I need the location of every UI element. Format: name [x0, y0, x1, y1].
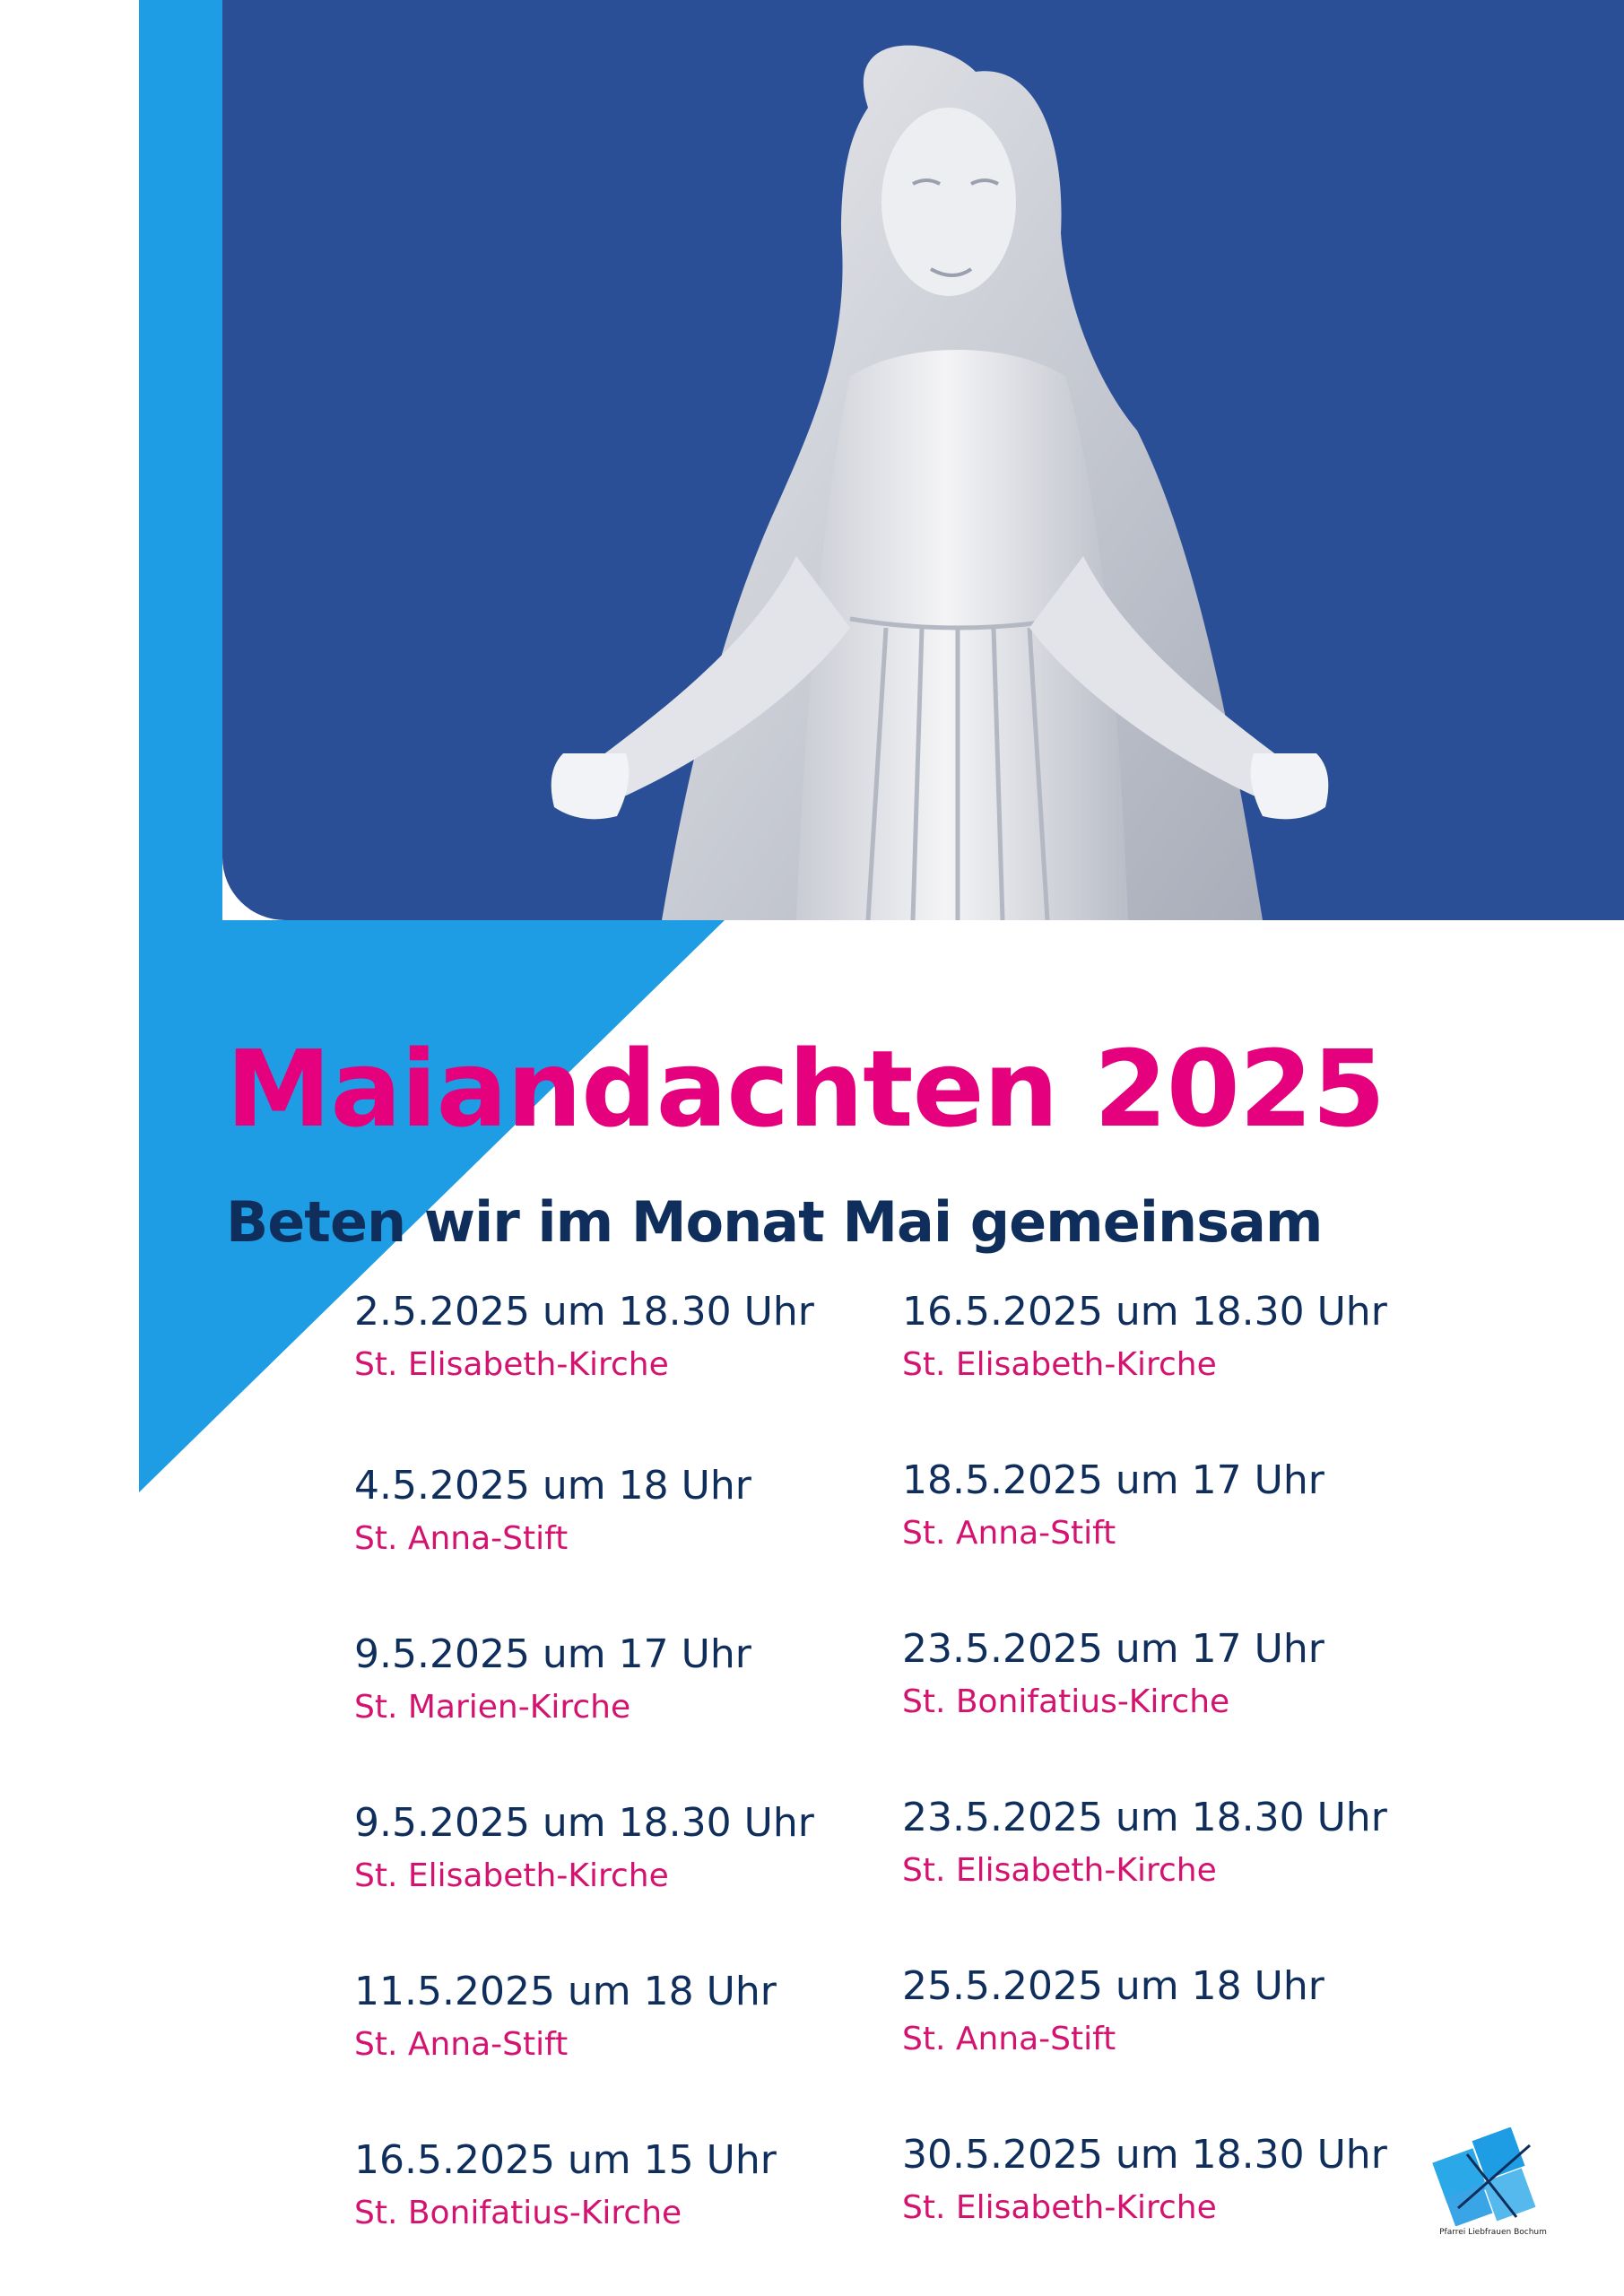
event-place: St. Anna-Stift [354, 2026, 569, 2063]
cross-squares-logo-icon [1431, 2127, 1548, 2226]
madonna-statue-illustration [222, 0, 1624, 920]
event-item [902, 1962, 1324, 2068]
event-datetime: 9.5.2025 um 17 Uhr [354, 1631, 751, 1677]
page-subtitle: Beten wir im Monat Mai gemeinsam [226, 1189, 1323, 1255]
event-datetime: 30.5.2025 um 18.30 Uhr [902, 2132, 1387, 2178]
event-datetime: 25.5.2025 um 18 Uhr [902, 1963, 1324, 2009]
event-place: St. Elisabeth-Kirche [902, 2189, 1217, 2226]
event-datetime: 18.5.2025 um 17 Uhr [902, 1457, 1324, 1503]
event-item [354, 1288, 814, 1394]
event-item [902, 1288, 1387, 1394]
event-datetime: 9.5.2025 um 18.30 Uhr [354, 1800, 814, 1846]
event-item [354, 1799, 814, 1905]
event-datetime: 16.5.2025 um 18.30 Uhr [902, 1289, 1387, 1335]
event-datetime: 2.5.2025 um 18.30 Uhr [354, 1289, 814, 1335]
event-place: St. Bonifatius-Kirche [354, 2195, 682, 2231]
event-place: St. Elisabeth-Kirche [902, 1852, 1217, 1889]
statue-photo [222, 0, 1624, 920]
event-place: St. Bonifatius-Kirche [902, 1683, 1230, 1720]
event-item [902, 1794, 1387, 1900]
event-place: St. Anna-Stift [902, 2021, 1116, 2057]
event-datetime: 23.5.2025 um 18.30 Uhr [902, 1795, 1387, 1840]
event-item [354, 1631, 751, 1736]
event-place: St. Elisabeth-Kirche [902, 1346, 1217, 1383]
event-item [354, 2136, 777, 2242]
event-item [902, 1457, 1324, 1562]
event-datetime: 16.5.2025 um 15 Uhr [354, 2137, 777, 2183]
event-place: St. Anna-Stift [902, 1515, 1116, 1552]
page-title: Maiandachten 2025 [226, 1027, 1385, 1151]
event-item [354, 1968, 777, 2074]
event-datetime: 11.5.2025 um 18 Uhr [354, 1969, 777, 2014]
event-place: St. Elisabeth-Kirche [354, 1857, 669, 1894]
event-item [902, 2131, 1387, 2237]
event-place: St. Anna-Stift [354, 1520, 569, 1557]
event-datetime: 23.5.2025 um 17 Uhr [902, 1626, 1324, 1672]
event-datetime: 4.5.2025 um 18 Uhr [354, 1463, 751, 1509]
event-place: St. Marien-Kirche [354, 1689, 631, 1726]
event-place: St. Elisabeth-Kirche [354, 1346, 669, 1383]
logo-caption: Pfarrei Liebfrauen Bochum [1439, 2228, 1547, 2237]
event-item [902, 1625, 1324, 1731]
event-item [354, 1462, 751, 1568]
